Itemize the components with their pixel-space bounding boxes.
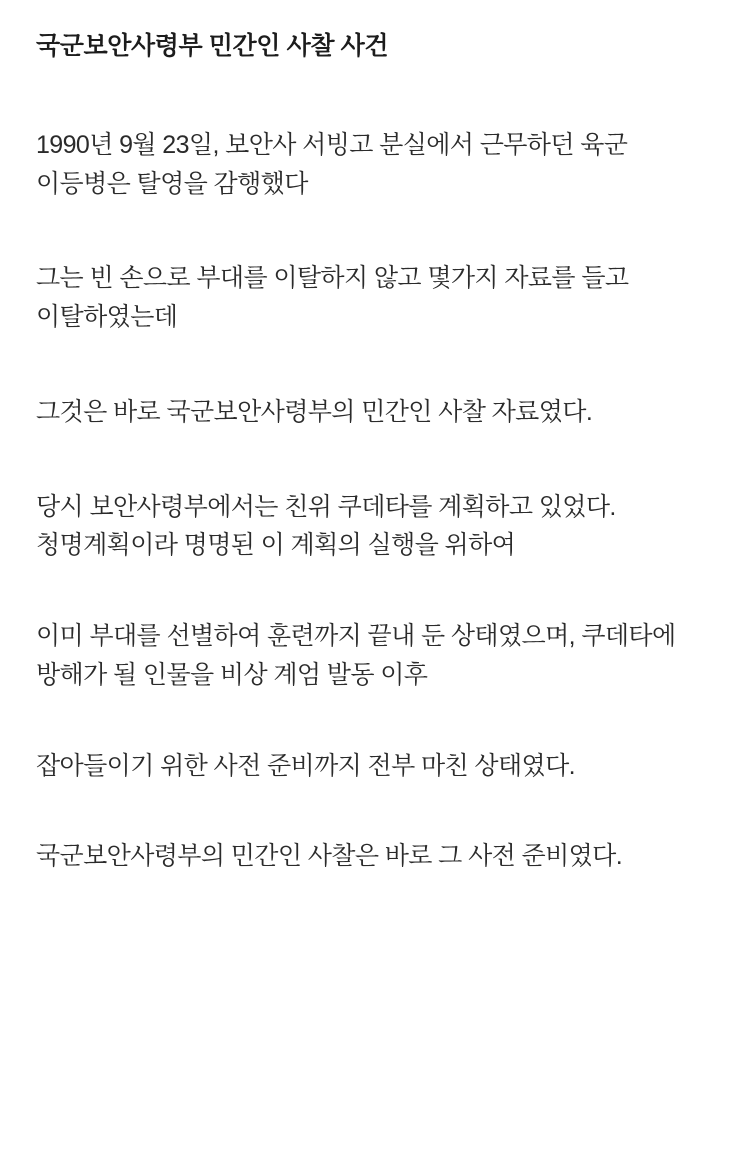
page-title: 국군보안사령부 민간인 사찰 사건 xyxy=(36,32,389,60)
article-paragraph-6: 잡아들이기 위한 사전 준비까지 전부 마친 상태였다. xyxy=(36,751,575,780)
article-paragraph-1: 1990년 9월 23일, 보안사 서빙고 분실에서 근무하던 육군 이등병은 탈영을 감행했다 xyxy=(36,130,634,198)
paragraph-spacer-3 xyxy=(36,432,716,488)
article-paragraph-4: 당시 보안사령부에서는 친위 쿠데타를 계획하고 있었다. 청명계획이라 명명된 이 계획의 실행을 위하여 xyxy=(36,492,623,560)
article-paragraph-2: 그는 빈 손으로 부대를 이탈하지 않고 몇가지 자료를 들고 이탈하였는데 xyxy=(36,264,635,331)
article-paragraph-7: 국군보안사령부의 민간인 사찰은 바로 그 사전 준비였다. xyxy=(36,842,623,871)
paragraph-spacer-6 xyxy=(36,785,716,837)
paragraph-spacer-1 xyxy=(36,203,716,259)
title-spacer xyxy=(36,64,716,126)
paragraph-spacer-2 xyxy=(36,337,716,393)
paragraph-spacer-4 xyxy=(36,565,716,617)
paragraph-spacer-5 xyxy=(36,695,716,747)
article-paragraph-3: 그것은 바로 국군보안사령부의 민간인 사찰 자료였다. xyxy=(36,397,593,426)
article-paragraph-5: 이미 부대를 선별하여 훈련까지 끝내 둔 상태였으며, 쿠데타에 방해가 될 인물을 비상 계엄 발동 이후 xyxy=(36,622,682,689)
